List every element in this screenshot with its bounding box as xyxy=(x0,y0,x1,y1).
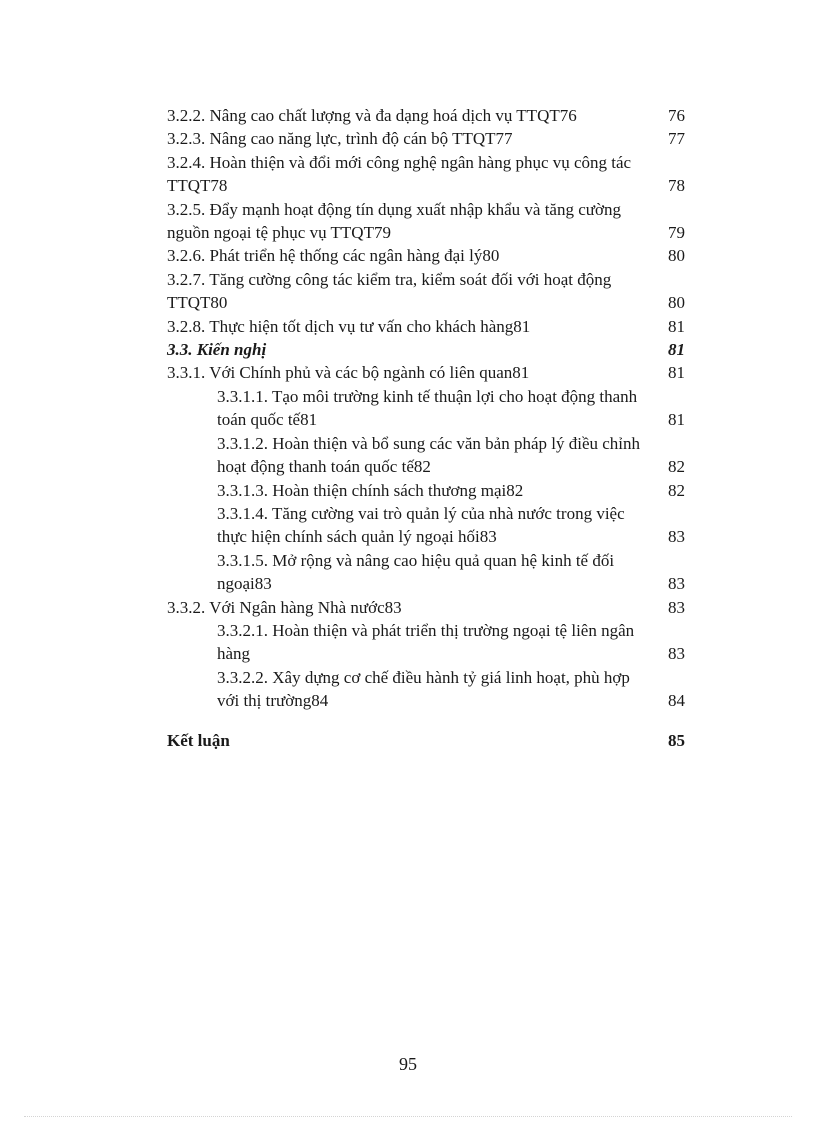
toc-entry-3-3-1: 3.3.1. Với Chính phủ và các bộ ngành có liên quan81 81 xyxy=(167,361,687,384)
toc-entry-3-3-1-1: 3.3.1.1. Tạo môi trường kinh tế thuận lợi cho hoạt động thanh toán quốc tế81 81 xyxy=(217,385,687,432)
toc-page-number: 82 xyxy=(668,457,685,477)
toc-entry-3-2-4: 3.2.4. Hoàn thiện và đổi mới công nghệ ngân hàng phục vụ công tác TTQT78 78 xyxy=(167,151,687,198)
toc-entry-conclusion: Kết luận 85 xyxy=(167,729,687,752)
toc-entry-3-3-1-3: 3.3.1.3. Hoàn thiện chính sách thương mại82 82 xyxy=(217,479,687,502)
table-of-contents xyxy=(167,104,687,752)
toc-entry-3-3-2-2: 3.3.2.2. Xây dựng cơ chế điều hành tỷ giá linh hoạt, phù hợp với thị trường84 84 xyxy=(217,666,687,713)
toc-page-number: 84 xyxy=(668,691,685,711)
toc-page-number: 83 xyxy=(668,574,685,594)
page-footer-number: 95 xyxy=(399,1054,417,1074)
toc-section-3-3: 3.3. Kiến nghị 81 xyxy=(167,338,687,361)
toc-page-number: 81 xyxy=(668,363,685,383)
toc-entry-3-2-8: 3.2.8. Thực hiện tốt dịch vụ tư vấn cho khách hàng81 81 xyxy=(167,315,687,338)
toc-entry-3-3-2: 3.3.2. Với Ngân hàng Nhà nước83 83 xyxy=(167,596,687,619)
toc-page-number: 78 xyxy=(668,176,685,196)
toc-page-number: 83 xyxy=(668,527,685,547)
page-bottom-rule xyxy=(24,1116,792,1117)
spacer xyxy=(167,713,687,729)
toc-entry-3-3-1-4: 3.3.1.4. Tăng cường vai trò quản lý của nhà nước trong việc thực hiện chính sách quản lý ngoại hối83 83 xyxy=(217,502,687,549)
toc-page-number: 83 xyxy=(668,644,685,664)
toc-page-number: 82 xyxy=(668,480,685,500)
toc-page-number: 77 xyxy=(668,129,685,149)
toc-page-number: 79 xyxy=(668,223,685,243)
toc-entry-3-2-5: 3.2.5. Đẩy mạnh hoạt động tín dụng xuất nhập khẩu và tăng cường nguồn ngoại tệ phục vụ TTQT79 79 xyxy=(167,198,687,245)
toc-page-number: 81 xyxy=(668,410,685,430)
toc-entry-3-2-2: 3.2.2. Nâng cao chất lượng và đa dạng hoá dịch vụ TTQT76 76 xyxy=(167,104,687,127)
toc-page-number: 80 xyxy=(668,246,685,266)
toc-page-number: 83 xyxy=(668,597,685,617)
toc-page-number: 80 xyxy=(668,293,685,313)
toc-entry-3-2-3: 3.2.3. Nâng cao năng lực, trình độ cán bộ TTQT77 77 xyxy=(167,127,687,150)
toc-entry-3-2-7: 3.2.7. Tăng cường công tác kiểm tra, kiểm soát đối với hoạt động TTQT80 80 xyxy=(167,268,687,315)
toc-entry-3-2-6: 3.2.6. Phát triển hệ thống các ngân hàng đại lý80 80 xyxy=(167,244,687,267)
toc-entry-3-3-1-2: 3.3.1.2. Hoàn thiện và bổ sung các văn bản pháp lý điều chỉnh hoạt động thanh toán quốc tế82 82 xyxy=(217,432,687,479)
toc-page-number: 81 xyxy=(668,340,685,360)
toc-page-number: 81 xyxy=(668,316,685,336)
toc-entry-3-3-1-5: 3.3.1.5. Mở rộng và nâng cao hiệu quả quan hệ kinh tế đối ngoại83 83 xyxy=(217,549,687,596)
toc-page-number: 76 xyxy=(668,106,685,125)
toc-entry-3-3-2-1: 3.3.2.1. Hoàn thiện và phát triển thị trường ngoại tệ liên ngân hàng 83 xyxy=(217,619,687,666)
toc-page-number: 85 xyxy=(668,730,685,750)
